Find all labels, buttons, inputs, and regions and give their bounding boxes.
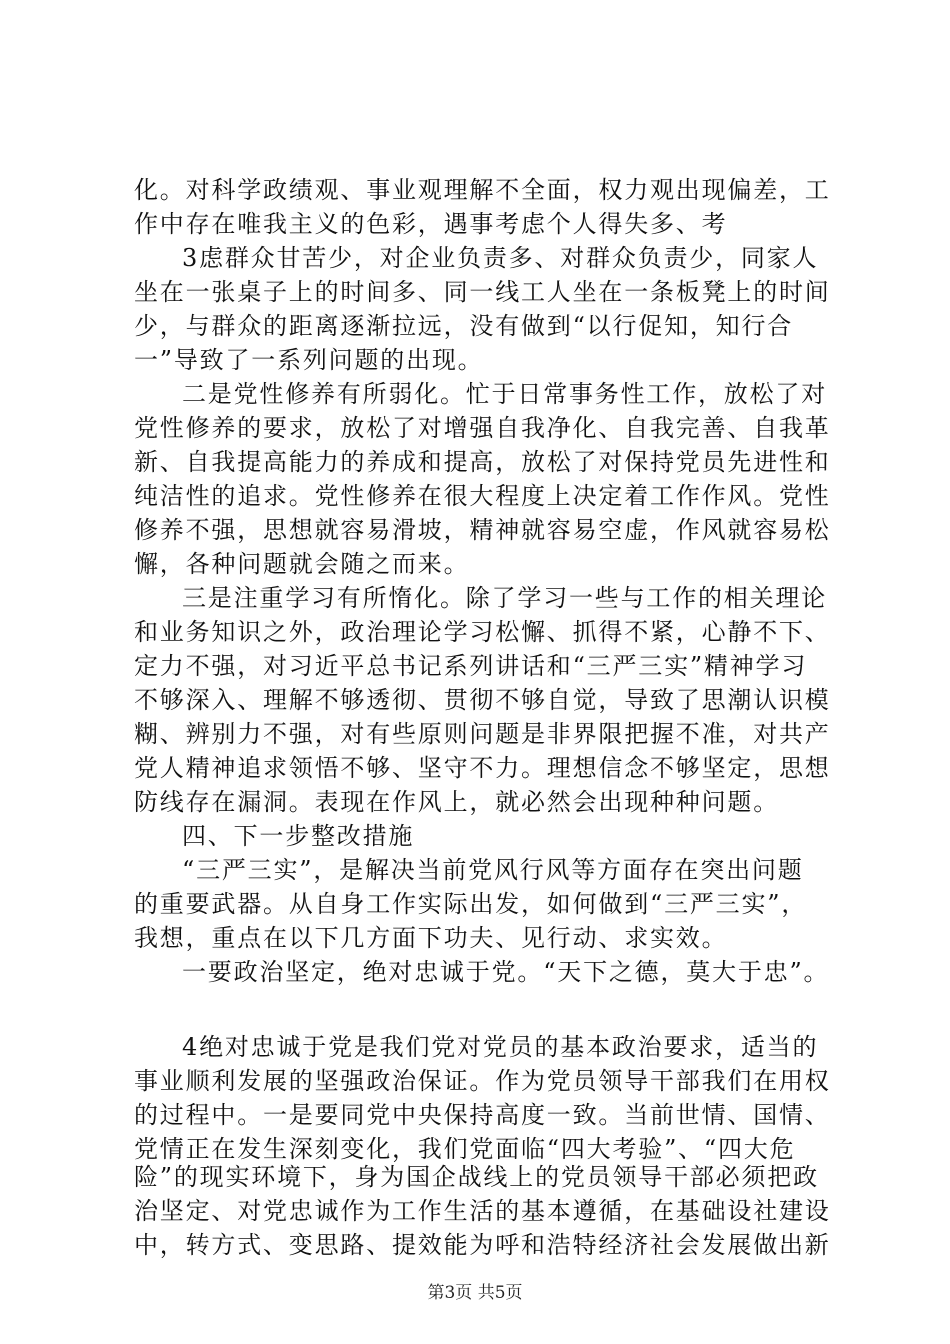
text-line: 一”导致了一系列问题的出现。 [134,346,484,374]
text-line: 新、自我提高能力的养成和提高，放松了对保持党员先进性和 [134,448,831,476]
text-line: 坐在一张桌子上的时间多、同一线工人坐在一条板凳上的时间 [134,278,831,306]
text-line: 治坚定、对党忠诚作为工作生活的基本遵循，在基础设社建设 [134,1197,831,1225]
text-line: 事业顺利发展的坚强政治保证。作为党员领导干部我们在用权 [134,1067,831,1095]
text-line: 不够深入、理解不够透彻、贯彻不够自觉，导致了思潮认识模 [134,686,831,714]
text-line: 防线存在漏洞。表现在作风上，就必然会出现种种问题。 [134,788,779,816]
text-line: 中，转方式、变思路、提效能为呼和浩特经济社会发展做出新 [134,1231,831,1259]
text-line: 纯洁性的追求。党性修养在很大程度上决定着工作作风。党性 [134,482,831,510]
text-line: 党人精神追求领悟不够、坚守不力。理想信念不够坚定，思想 [134,754,831,782]
text-line: 定力不强，对习近平总书记系列讲话和“三严三实”精神学习 [134,652,808,680]
text-line: 少，与群众的距离逐渐拉远，没有做到“以行促知，知行合 [134,312,794,340]
text-line: 懈，各种问题就会随之而来。 [134,550,470,578]
paragraph-start: 二是党性修养有所弱化。忙于日常事务性工作，放松了对 [182,380,827,408]
paragraph-start: “三严三实”，是解决当前党风行风等方面存在突出问题 [182,856,804,884]
text-line: 我想，重点在以下几方面下功夫、见行动、求实效。 [134,924,728,952]
section-heading: 四、下一步整改措施 [182,822,415,850]
text-line: 3虑群众甘苦少，对企业负责多、对群众负责少，同家人 [182,244,819,272]
text-line: 糊、辨别力不强，对有些原则问题是非界限把握不准，对共产 [134,720,831,748]
text-line: 的过程中。一是要同党中央保持高度一致。当前世情、国情、 [134,1101,831,1129]
paragraph-start: 一要政治坚定，绝对忠诚于党。“天下之德，莫大于忠”。 [182,958,830,986]
paragraph-start: 三是注重学习有所惰化。除了学习一些与工作的相关理论 [182,584,827,612]
text-line: 的重要武器。从自身工作实际出发，如何做到“三严三实”， [134,890,808,918]
text-line: 修养不强，思想就容易滑坡，精神就容易空虚，作风就容易松 [134,516,831,544]
page-number-footer: 第3页 共5页 [427,1283,523,1303]
text-line: 党性修养的要求，放松了对增强自我净化、自我完善、自我革 [134,414,831,442]
text-line: 险”的现实环境下，身为国企战线上的党员领导干部必须把政 [134,1163,819,1191]
text-line: 和业务知识之外，政治理论学习松懈、抓得不紧，心静不下、 [134,618,831,646]
text-line: 党情正在发生深刻变化，我们党面临“四大考验”、“四大危 [134,1135,796,1163]
text-line: 作中存在唯我主义的色彩，遇事考虑个人得失多、考 [134,210,728,238]
text-line: 化。对科学政绩观、事业观理解不全面，权力观出现偏差，工 [134,176,831,204]
paragraph-start: 4绝对忠诚于党是我们党对党员的基本政治要求，适当的 [182,1033,819,1061]
